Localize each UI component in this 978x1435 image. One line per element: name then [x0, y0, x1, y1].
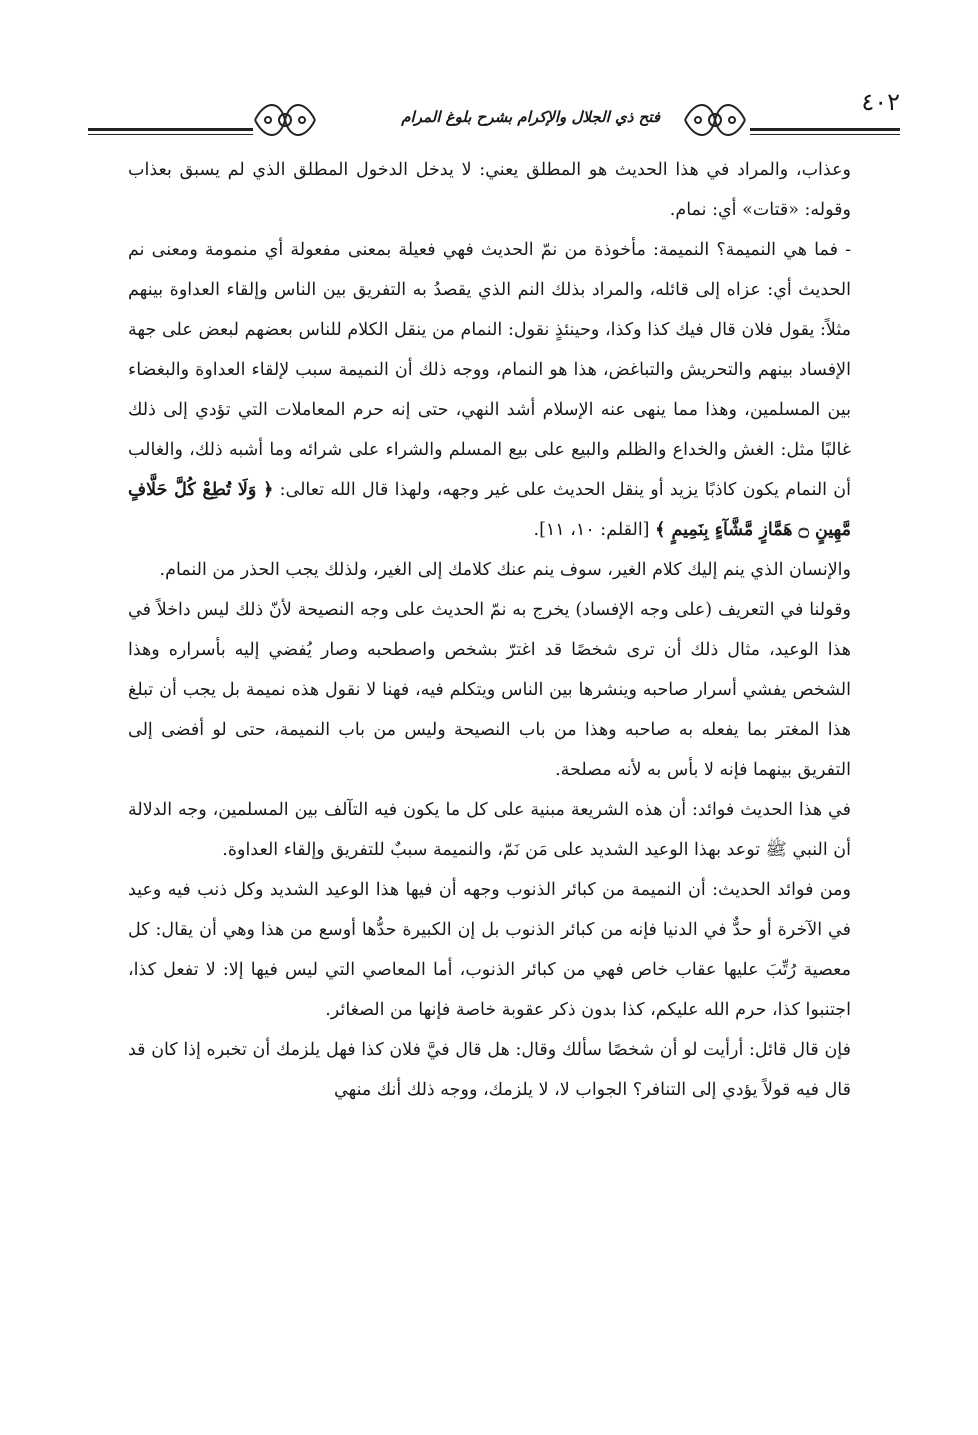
paragraph: في هذا الحديث فوائد: أن هذه الشريعة مبنية على كل ما يكون فيه التآلف بين المسلمين، وجه الدلالة أن النبي ﷺ توعد بهذا الوعيد الشديد على مَن نَمّ، والنميمة سببٌ للتفريق وإلقاء العداوة.: [128, 800, 851, 860]
header-rule-right: [750, 128, 900, 131]
page-number: ٤٠٢: [861, 88, 900, 116]
header-rule-right-thin: [750, 134, 900, 135]
paragraph: ومن فوائد الحديث: أن النميمة من كبائر الذنوب وجهه أن فيها هذا الوعيد الشديد وكل ذنب فيه وعيد في الآخرة أو حدٌّ في الدنيا فإنه من كبائر الذنوب بل إن الكبيرة حدُّها أوسع من هذا وهي أن يقال: كل معصية رُتِّبَ عليها عقاب خاص فهي من كبائر الذنوب، أما المعاصي التي ليس فيها إلا: لا تفعل كذا، اجتنبوا كذا، حرم الله عليكم، كذا بدون ذكر عقوبة خاصة فإنها من الصغائر.: [128, 880, 851, 1020]
ornament-icon: [680, 90, 750, 150]
page-header: [80, 78, 900, 148]
paragraph: وعذاب، والمراد في هذا الحديث هو المطلق يعني: لا يدخل الدخول المطلق الذي لم يسبق بعذاب وقوله: «قتات» أي: نمام.: [128, 160, 851, 220]
page-body: [128, 150, 851, 1110]
verse-reference: [القلم: ١٠، ١١].: [533, 520, 650, 540]
paragraph: فإن قال قائل: أرأيت لو أن شخصًا سألك وقال: هل قال فيَّ فلان كذا فهل يلزمك أن تخبره إذا كان قد قال فيه قولاً يؤدي إلى التنافر؟ الجواب لا، لا يلزمك، ووجه ذلك أنك منهي: [128, 1040, 851, 1100]
ornament-icon: [250, 90, 320, 150]
header-rule-left: [88, 128, 253, 131]
paragraph: وقولنا في التعريف (على وجه الإفساد) يخرج به نمّ الحديث على وجه النصيحة لأنّ ذلك ليس داخلاً في هذا الوعيد، مثال ذلك أن ترى شخصًا قد اغترّ بشخص واصطحبه وصار يُفضي إليه بأسراره وهذا الشخص يفشي أسرار صاحبه وينشرها بين الناس ويتكلم فيه، فهنا لا نقول هذه نميمة بل يجب أن تبلغ هذا المغتر بما يفعله به صاحبه وهذا من باب النصيحة وليس من باب النميمة، حتى لو أفضى إلى التفريق بينهما فإنه لا بأس به لأنه مصلحة.: [128, 600, 851, 780]
paragraph-text: - فما هي النميمة؟ النميمة: مأخوذة من نمّ الحديث فهي فعيلة بمعنى مفعولة أي منمومة ومعنى نم الحديث أي: عزاه إلى قائله، والمراد بذلك النم الذي يقصدُ به التفريق بين الناس وإلقاء العداوة بينهم مثلاً: يقول فلان قال فيك كذا وكذا، وحينئذٍ نقول: النمام من ينقل الكلام للناس بعضهم لبعض على جهة الإفساد بينهم والتحريش والتباغض، هذا هو النمام، ووجه ذلك أن النميمة سبب لإلقاء العداوة والبغضاء بين المسلمين، وهذا مما ينهى عنه الإسلام أشد النهي، حتى إنه حرم المعاملات التي تؤدي إلى ذلك غالبًا مثل: الغش والخداع والظلم والبيع على بيع المسلم والشراء على شرائه وما أشبه ذلك، والغالب أن النمام يكون كاذبًا يزيد أو ينقل الحديث على غير وجهه، ولهذا قال الله تعالى:: [128, 240, 851, 500]
paragraph: [128, 230, 851, 550]
paragraph: والإنسان الذي ينم إليك كلام الغير، سوف ينم عنك كلامك إلى الغير، ولذلك يجب الحذر من النمام.: [159, 560, 851, 580]
quran-verse: ﴿ وَلَا تُطِعْ كُلَّ حَلَّافٍ مَّهِينٍ ۝ هَمَّازٍ مَّشَّآءٍ بِنَمِيمٍ ﴾: [128, 480, 851, 540]
header-rule-left-thin: [88, 134, 253, 135]
running-title: فتح ذي الجلال والإكرام بشرح بلوغ المرام: [401, 108, 660, 126]
